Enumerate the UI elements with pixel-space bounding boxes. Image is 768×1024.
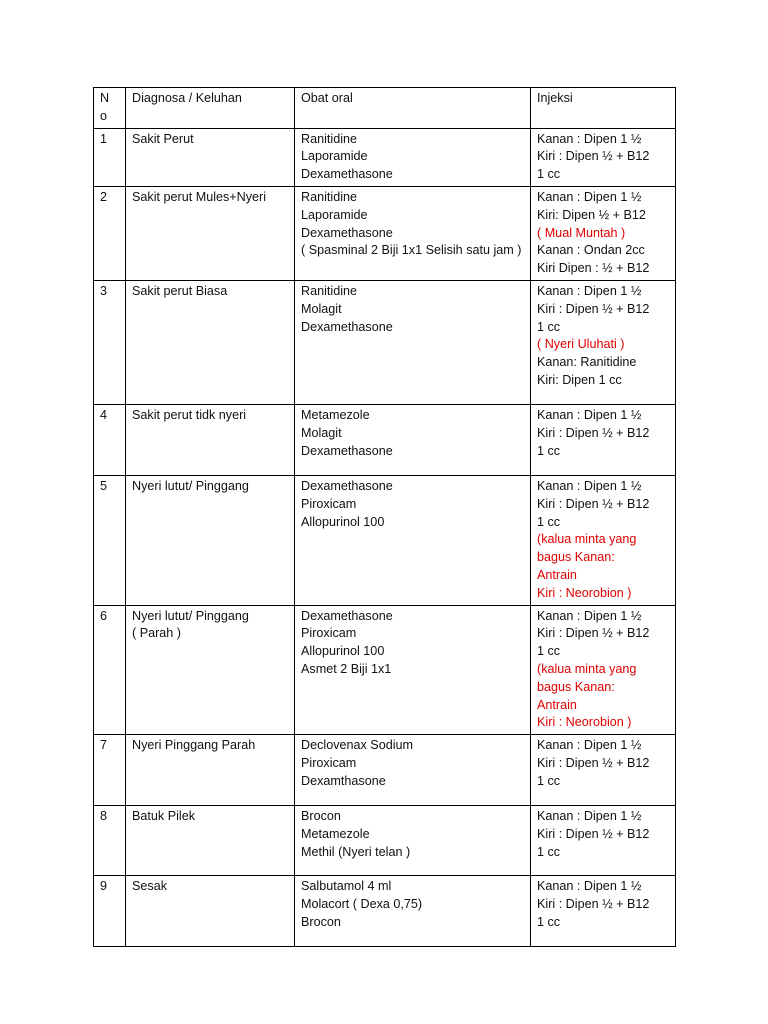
cell-obat-oral — [295, 735, 531, 806]
injeksi-note: Antrain — [537, 567, 577, 582]
injeksi-note: (kalua minta yang — [537, 532, 637, 547]
obat-item: Molagit — [301, 425, 342, 440]
cell-injeksi — [531, 404, 676, 475]
obat-item: Molagit — [301, 301, 342, 316]
obat-item: Salbutamol 4 ml — [301, 879, 392, 894]
obat-item: Dexamethasone — [301, 319, 393, 334]
obat-item: Allopurinol 100 — [301, 644, 385, 659]
injeksi-item: Kiri Dipen : ½ + B12 — [537, 261, 650, 276]
injeksi-item: Kiri: Dipen ½ + B12 — [537, 207, 646, 222]
header-obat-oral: Obat oral — [295, 88, 531, 129]
injeksi-item: 1 cc — [537, 773, 561, 788]
diagnosa-line: Sakit perut Mules+Nyeri — [132, 189, 267, 204]
cell-injeksi — [531, 605, 676, 735]
obat-item: Asmet 2 Biji 1x1 — [301, 661, 392, 676]
cell-injeksi — [531, 876, 676, 947]
injeksi-item: Kanan : Dipen 1 ½ — [537, 283, 642, 298]
injeksi-item: 1 cc — [537, 443, 561, 458]
diagnosa-line: Sakit perut Biasa — [132, 283, 228, 298]
obat-item: Metamezole — [301, 407, 370, 422]
obat-item: Dexamthasone — [301, 773, 386, 788]
cell-no: 3 — [94, 280, 126, 404]
cell-obat-oral — [295, 186, 531, 280]
injeksi-item: Kanan : Dipen 1 ½ — [537, 809, 642, 824]
injeksi-item: Kiri : Dipen ½ + B12 — [537, 896, 650, 911]
obat-item: Brocon — [301, 809, 341, 824]
obat-item: Brocon — [301, 914, 341, 929]
cell-diagnosa — [126, 186, 295, 280]
cell-diagnosa — [126, 280, 295, 404]
obat-item: Methil (Nyeri telan ) — [301, 844, 411, 859]
obat-item: ( Spasminal 2 Biji 1x1 Selisih satu jam ) — [301, 243, 522, 258]
cell-injeksi — [531, 128, 676, 186]
cell-injeksi — [531, 280, 676, 404]
injeksi-item: Kiri : Dipen ½ + B12 — [537, 149, 650, 164]
cell-diagnosa — [126, 735, 295, 806]
table-row — [94, 280, 676, 404]
cell-injeksi — [531, 186, 676, 280]
cell-injeksi — [531, 475, 676, 605]
obat-item: Declovenax Sodium — [301, 738, 414, 753]
header-diagnosa: Diagnosa / Keluhan — [126, 88, 295, 129]
cell-no: 4 — [94, 404, 126, 475]
obat-item: Dexamethasone — [301, 608, 393, 623]
injeksi-note: Antrain — [537, 697, 577, 712]
obat-item: Molacort ( Dexa 0,75) — [301, 896, 423, 911]
obat-item: Laporamide — [301, 149, 368, 164]
header-no: N o — [94, 88, 126, 129]
table-header-row — [94, 88, 676, 129]
cell-diagnosa — [126, 475, 295, 605]
obat-item: Ranitidine — [301, 131, 358, 146]
injeksi-item: Kanan: Ranitidine — [537, 355, 637, 370]
cell-diagnosa — [126, 404, 295, 475]
table-row — [94, 128, 676, 186]
cell-no: 6 — [94, 605, 126, 735]
cell-diagnosa — [126, 806, 295, 876]
obat-item: Piroxicam — [301, 626, 357, 641]
injeksi-note: bagus Kanan: — [537, 679, 615, 694]
injeksi-item: Kanan : Ondan 2cc — [537, 243, 645, 258]
cell-diagnosa — [126, 605, 295, 735]
injeksi-item: Kanan : Dipen 1 ½ — [537, 879, 642, 894]
diagnosa-line: Batuk Pilek — [132, 809, 195, 824]
obat-item: Ranitidine — [301, 283, 358, 298]
table-row — [94, 806, 676, 876]
injeksi-item: Kiri : Dipen ½ + B12 — [537, 425, 650, 440]
injeksi-item: Kiri : Dipen ½ + B12 — [537, 626, 650, 641]
injeksi-item: 1 cc — [537, 844, 561, 859]
table-row — [94, 404, 676, 475]
cell-no: 9 — [94, 876, 126, 947]
cell-injeksi — [531, 735, 676, 806]
obat-item: Allopurinol 100 — [301, 514, 385, 529]
table-row — [94, 735, 676, 806]
obat-item: Laporamide — [301, 207, 368, 222]
injeksi-item: Kanan : Dipen 1 ½ — [537, 478, 642, 493]
injeksi-note: ( Mual Muntah ) — [537, 225, 626, 240]
obat-item: Piroxicam — [301, 496, 357, 511]
obat-item: Dexamethasone — [301, 225, 393, 240]
cell-no: 8 — [94, 806, 126, 876]
injeksi-item: Kiri: Dipen 1 cc — [537, 372, 622, 387]
injeksi-note: Kiri : Neorobion ) — [537, 585, 632, 600]
diagnosa-line: Sakit perut tidk nyeri — [132, 407, 247, 422]
diagnosa-line: Nyeri Pinggang Parah — [132, 738, 256, 753]
obat-item: Piroxicam — [301, 755, 357, 770]
injeksi-item: Kanan : Dipen 1 ½ — [537, 131, 642, 146]
obat-item: Dexamethasone — [301, 167, 393, 182]
injeksi-note: ( Nyeri Uluhati ) — [537, 337, 625, 352]
cell-obat-oral — [295, 475, 531, 605]
injeksi-item: Kanan : Dipen 1 ½ — [537, 738, 642, 753]
injeksi-item: Kiri : Dipen ½ + B12 — [537, 496, 650, 511]
diagnosa-line: Nyeri lutut/ Pinggang — [132, 478, 249, 493]
obat-item: Dexamethasone — [301, 443, 393, 458]
injeksi-item: 1 cc — [537, 644, 561, 659]
table-row — [94, 186, 676, 280]
table-row — [94, 475, 676, 605]
cell-obat-oral — [295, 806, 531, 876]
injeksi-item: 1 cc — [537, 514, 561, 529]
injeksi-item: Kanan : Dipen 1 ½ — [537, 189, 642, 204]
injeksi-note: Kiri : Neorobion ) — [537, 715, 632, 730]
cell-no: 1 — [94, 128, 126, 186]
obat-item: Metamezole — [301, 826, 370, 841]
obat-item: Dexamethasone — [301, 478, 393, 493]
obat-item: Ranitidine — [301, 189, 358, 204]
cell-obat-oral — [295, 876, 531, 947]
injeksi-item: Kiri : Dipen ½ + B12 — [537, 301, 650, 316]
cell-no: 7 — [94, 735, 126, 806]
injeksi-note: (kalua minta yang — [537, 661, 637, 676]
injeksi-item: Kanan : Dipen 1 ½ — [537, 608, 642, 623]
cell-obat-oral — [295, 128, 531, 186]
table-row — [94, 605, 676, 735]
injeksi-note: bagus Kanan: — [537, 550, 615, 565]
table-body — [94, 88, 676, 947]
injeksi-item: Kiri : Dipen ½ + B12 — [537, 826, 650, 841]
injeksi-item: 1 cc — [537, 167, 561, 182]
injeksi-item: Kiri : Dipen ½ + B12 — [537, 755, 650, 770]
cell-obat-oral — [295, 605, 531, 735]
injeksi-item: 1 cc — [537, 319, 561, 334]
cell-injeksi — [531, 806, 676, 876]
diagnosa-line: Sesak — [132, 879, 168, 894]
diagnosa-line: Sakit Perut — [132, 131, 194, 146]
injeksi-item: 1 cc — [537, 914, 561, 929]
header-injeksi: Injeksi — [531, 88, 676, 129]
cell-no: 5 — [94, 475, 126, 605]
cell-obat-oral — [295, 280, 531, 404]
cell-diagnosa — [126, 128, 295, 186]
cell-obat-oral — [295, 404, 531, 475]
diagnosa-line: ( Parah ) — [132, 626, 181, 641]
medication-table — [93, 87, 676, 947]
diagnosa-line: Nyeri lutut/ Pinggang — [132, 608, 249, 623]
cell-diagnosa — [126, 876, 295, 947]
injeksi-item: Kanan : Dipen 1 ½ — [537, 407, 642, 422]
cell-no: 2 — [94, 186, 126, 280]
table-row — [94, 876, 676, 947]
